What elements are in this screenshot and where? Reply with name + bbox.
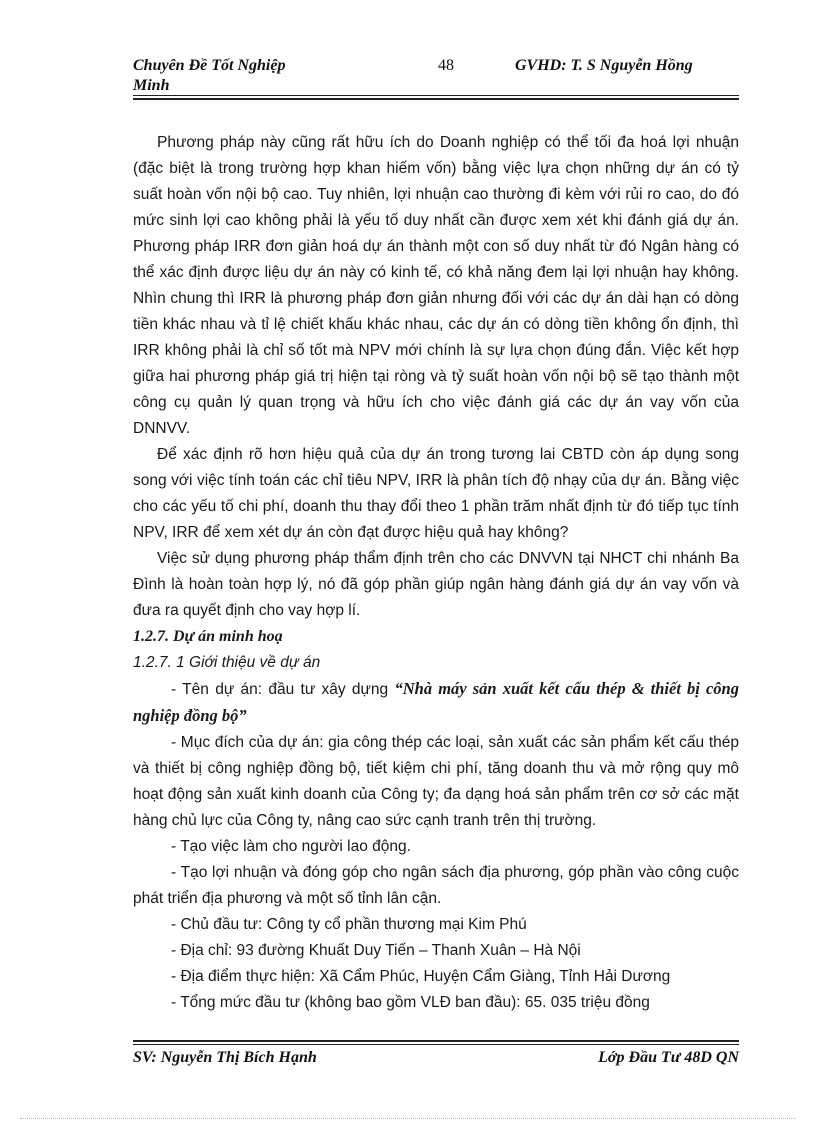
header-supervisor: GVHD: T. S Nguyễn Hồng — [515, 57, 693, 74]
footer-rule-thin — [133, 1044, 739, 1045]
jobs-item: - Tạo việc làm cho người lao động. — [171, 838, 411, 855]
project-name-title: “Nhà máy sản xuất kết cấu thép & thiết bị công nghiệp đồng bộ” — [133, 679, 739, 725]
paragraph-sensitivity: Để xác định rõ hơn hiệu quả của dự án trong tương lai CBTD còn áp dụng song song với việc tính toán các chỉ tiêu NPV, IRR là phân tích độ nhạy của dự án. Bằng việc cho các yếu tố chi phí, doanh thu thay đổi theo 1 phần trăm nhất định từ đó tiếp tục tính NPV, IRR để xem xét dự án còn đạt được hiệu quả hay không? — [133, 446, 739, 541]
page-number: 48 — [438, 57, 454, 74]
footer-rule-thick — [133, 1040, 739, 1042]
page-footer — [133, 1049, 739, 1071]
project-name-prefix: - Tên dự án: đầu tư xây dựng — [171, 681, 395, 698]
address-item: - Địa chỉ: 93 đường Khuất Duy Tiến – Thanh Xuân – Hà Nội — [171, 942, 581, 959]
footer-student: SV: Nguyễn Thị Bích Hạnh — [133, 1049, 317, 1066]
document-body — [133, 130, 739, 1016]
paragraph-irr: Phương pháp này cũng rất hữu ích do Doanh nghiệp có thể tối đa hoá lợi nhuận (đặc biệt là trong trường hợp khan hiếm vốn) bằng việc lựa chọn những dự án có tỷ suất hoàn vốn nội bộ cao. Tuy nhiên, lợi nhuận cao thường đi kèm với rủi ro cao, do đó mức sinh lợi cao không phải là yếu tố duy nhất cần được xem xét khi đánh giá dự án. Phương pháp IRR đơn giản hoá dự án thành một con số duy nhất từ đó Ngân hàng có thể xác định được liệu dự án này có kinh tế, có khả năng đem lại lợi nhuận hay không. Nhìn chung thì IRR là phương pháp đơn giản nhưng đối với các dự án dài hạn có dòng tiền khác nhau và tỉ lệ chiết khấu khác nhau, các dự án có dòng tiền không ổn định, thì IRR không phải là chỉ số tốt mà NPV mới chính là sự lựa chọn đúng đắn. Việc kết hợp giữa hai phương pháp giá trị hiện tại ròng và tỷ suất hoàn vốn nội bộ sẽ tạo thành một công cụ quản lý quan trọng và hữu ích cho việc đánh giá các dự án vay vốn của DNNVV. — [133, 134, 739, 437]
investor-item: - Chủ đầu tư: Công ty cổ phần thương mại Kim Phú — [171, 916, 527, 933]
header-rule-thin — [133, 95, 739, 96]
profit-item: - Tạo lợi nhuận và đóng góp cho ngân sách địa phương, góp phần vào công cuộc phát triển địa phương và một số tỉnh lân cận. — [133, 864, 739, 907]
page-header — [133, 56, 739, 96]
project-name-item — [133, 676, 739, 730]
page-edge-divider — [20, 1118, 796, 1119]
header-thesis-title: Chuyên Đề Tốt Nghiệp Minh — [133, 57, 286, 94]
section-heading: 1.2.7. Dự án minh hoạ — [133, 628, 283, 645]
paragraph-conclusion: Việc sử dụng phương pháp thẩm định trên cho các DNVVN tại NHCT chi nhánh Ba Đình là hoàn toàn hợp lý, nó đã góp phần giúp ngân hàng đánh giá dự án vay vốn và đưa ra quyết định cho vay hợp lí. — [133, 550, 739, 619]
purpose-item: - Mục đích của dự án: gia công thép các loại, sản xuất các sản phẩm kết cấu thép và thiết bị công nghiệp đồng bộ, tiết kiệm chi phí, tăng doanh thu và mở rộng quy mô hoạt động sản xuất kinh doanh của Công ty; đa dạng hoá sản phẩm trên cơ sở các mặt hàng chủ lực của Công ty, nâng cao sức cạnh tranh trên thị trường. — [133, 734, 739, 829]
header-rule-thick — [133, 98, 739, 100]
footer-class: Lớp Đầu Tư 48D QN — [598, 1049, 739, 1066]
subsection-heading: 1.2.7. 1 Giới thiệu về dự án — [133, 654, 321, 671]
investment-item: - Tổng mức đầu tư (không bao gồm VLĐ ban đầu): 65. 035 triệu đồng — [171, 994, 650, 1011]
location-item: - Địa điểm thực hiện: Xã Cẩm Phúc, Huyện Cẩm Giàng, Tỉnh Hải Dương — [171, 968, 671, 985]
